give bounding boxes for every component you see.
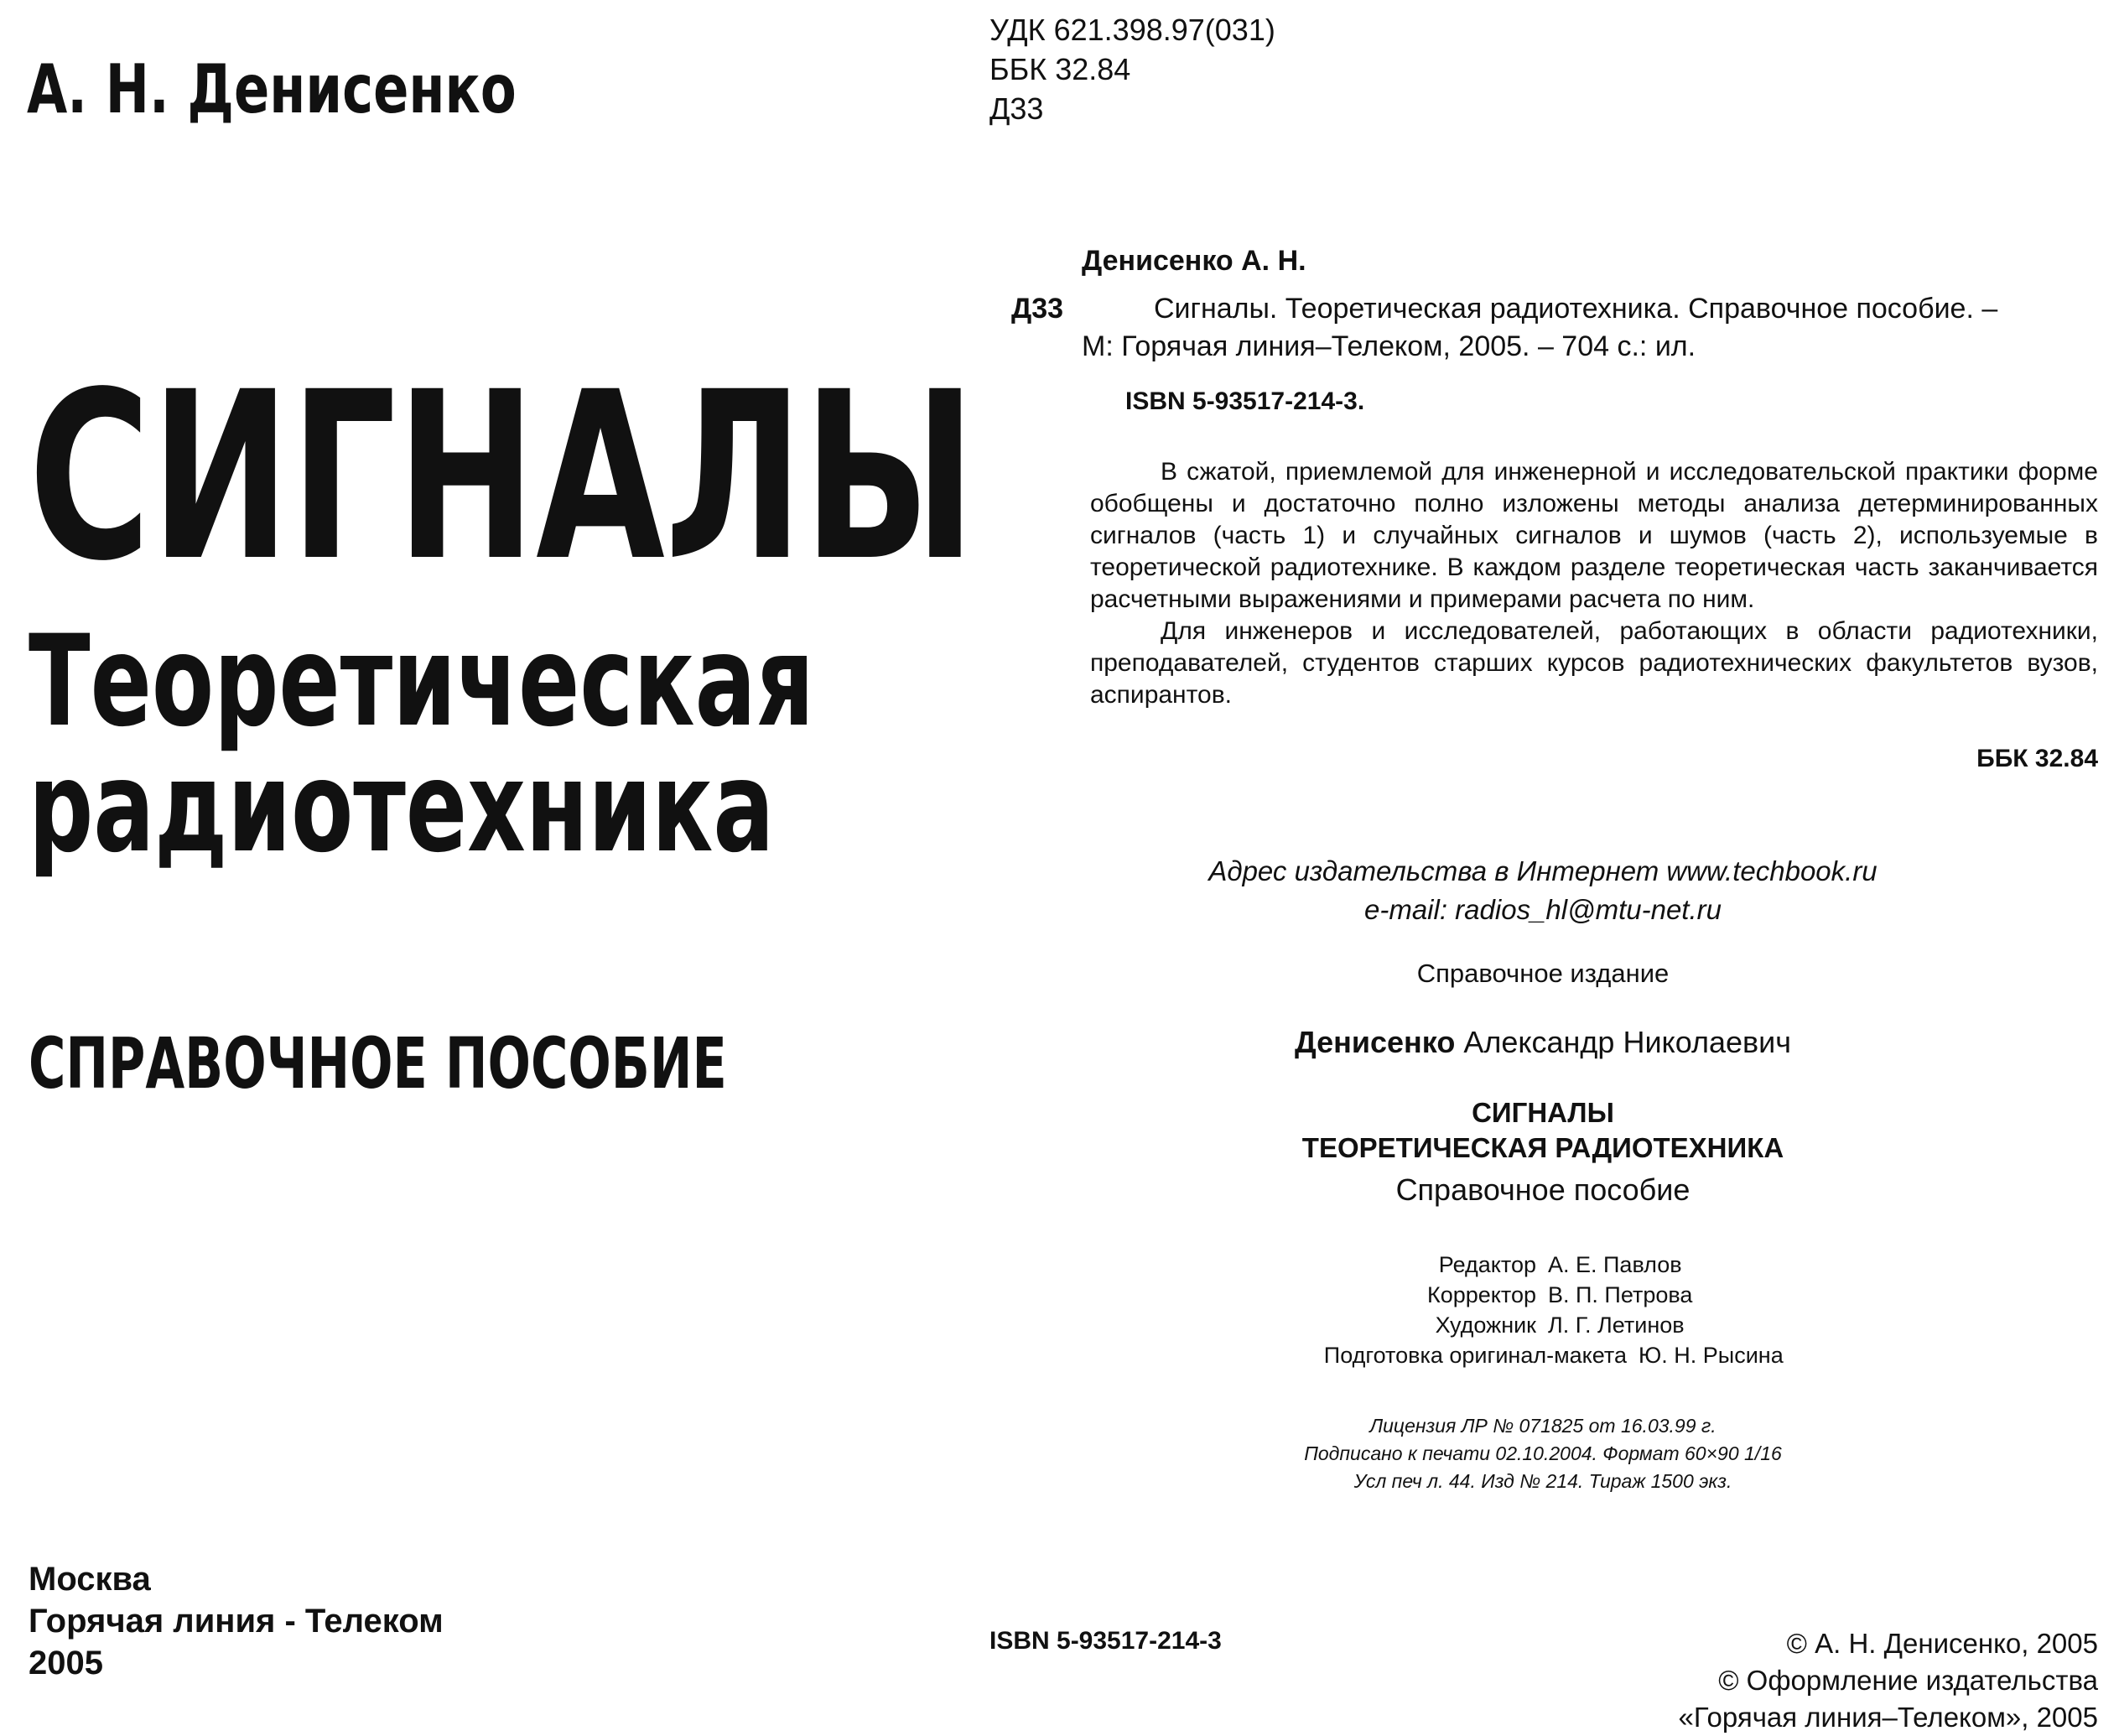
credit-name: В. П. Петрова <box>1548 1282 1693 1307</box>
author-mark: Д33 <box>989 91 1044 126</box>
credit-name: Ю. Н. Рысина <box>1639 1343 1784 1368</box>
title-author: А. Н. Денисенко <box>27 50 517 128</box>
credit-name: Л. Г. Летинов <box>1548 1312 1685 1338</box>
udk-code: УДК 621.398.97(031) <box>989 13 1275 47</box>
credits-list <box>1090 1250 1996 1370</box>
publication-year: 2005 <box>29 1645 103 1681</box>
license-line-2: Подписано к печати 02.10.2004. Формат 60×90 1/16 <box>1304 1442 1782 1464</box>
bibliographic-author: Денисенко А. Н. <box>1082 245 1306 277</box>
publisher-email: e-mail: radios_hl@mtu-net.ru <box>1364 894 1722 925</box>
publisher-website: Адрес издательства в Интернет www.techbook.ru <box>1208 855 1877 886</box>
publisher-city: Москва <box>29 1561 151 1598</box>
credit-role: Корректор <box>1426 1282 1536 1307</box>
credit-role: Редактор <box>1438 1252 1536 1277</box>
bibliographic-description-line-1: Сигналы. Теоретическая радиотехника. Справочное пособие. – <box>1154 293 1998 325</box>
isbn-bottom: ISBN 5-93517-214-3 <box>989 1627 1222 1655</box>
bibliographic-author-mark: Д33 <box>1011 293 1064 325</box>
publisher-name: Горячая линия - Телеком <box>29 1603 444 1640</box>
license-line-1: Лицензия ЛР № 071825 от 16.03.99 г. <box>1369 1415 1716 1437</box>
bibliographic-isbn: ISBN 5-93517-214-3. <box>1125 387 1365 415</box>
publisher-block <box>29 1558 444 1684</box>
book-genre: СПРАВОЧНОЕ ПОСОБИЕ <box>29 1022 727 1104</box>
credit-row-proofreader <box>1090 1280 1996 1310</box>
book-subtitle-line-1: Теоретическая <box>29 609 814 755</box>
annotation-bbk-code: ББК 32.84 <box>1976 745 2098 772</box>
credit-row-layout <box>1090 1340 1996 1370</box>
edition-type: Справочное издание <box>1416 959 1670 988</box>
credit-row-artist <box>1090 1310 1996 1340</box>
copyright-line-1: © А. Н. Денисенко, 2005 <box>1786 1628 2098 1659</box>
annotation-paragraph-2: Для инженеров и исследователей, работающих в области радиотехники, преподавателей, студентов старших курсов радиотехнических факультетов вузов, аспирантов. <box>1090 617 2098 709</box>
copyright-block <box>1679 1625 2099 1736</box>
credit-role: Художник <box>1435 1312 1536 1338</box>
classification-codes <box>989 10 1275 128</box>
full-author-name <box>1090 1025 1996 1060</box>
license-line-3: Усл печ л. 44. Изд № 214. Тираж 1500 экз. <box>1353 1470 1732 1492</box>
credit-role: Подготовка оригинал-макета <box>1323 1343 1627 1368</box>
annotation-paragraph-1: В сжатой, приемлемой для инженерной и исследовательской практики форме обобщены и достаточно полно изложены методы анализа детерминированных сигналов (часть 1) и случайных сигналов и шумов (часть 2), используемые в теоретической радиотехнике. В каждом разделе теоретическая часть заканчивается расчетными выражениями и примерами расчета по ним. <box>1090 458 2098 613</box>
bbk-code: ББК 32.84 <box>989 52 1131 86</box>
credit-name: А. Е. Павлов <box>1548 1252 1682 1277</box>
copyright-line-2: © Оформление издательства <box>1718 1665 2098 1696</box>
imprint-subtitle: ТЕОРЕТИЧЕСКАЯ РАДИОТЕХНИКА <box>1301 1132 1784 1163</box>
imprint-title: СИГНАЛЫ <box>1472 1097 1614 1128</box>
annotation <box>1090 456 2098 711</box>
book-title: СИГНАЛЫ <box>29 343 976 612</box>
author-surname: Денисенко <box>1295 1025 1456 1059</box>
credit-row-editor <box>1090 1250 1996 1280</box>
copyright-line-3: «Горячая линия–Телеком», 2005 <box>1678 1702 2098 1733</box>
book-subtitle-line-2: радиотехника <box>29 735 775 881</box>
license-block <box>1090 1412 1996 1495</box>
bibliographic-description-line-2: М: Горячая линия–Телеком, 2005. – 704 с.: ил. <box>1082 330 1696 362</box>
imprint-genre: Справочное пособие <box>1395 1172 1691 1207</box>
author-given-names: Александр Николаевич <box>1463 1025 1791 1059</box>
